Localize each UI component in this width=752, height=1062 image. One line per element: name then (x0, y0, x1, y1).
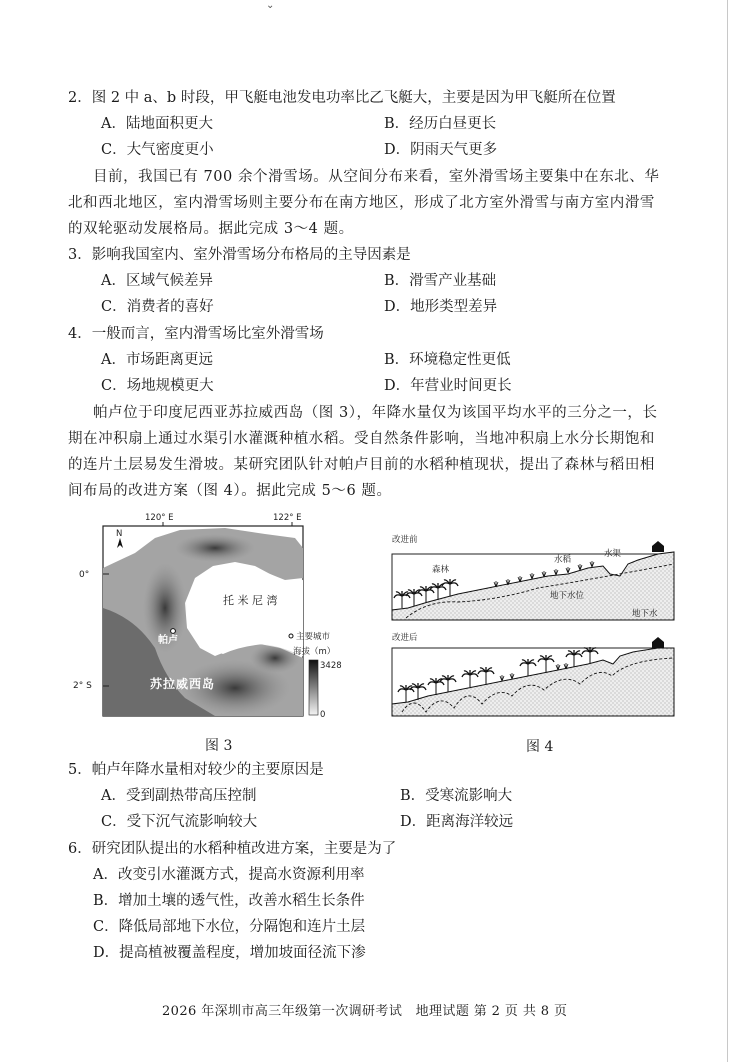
q5-option-c[interactable]: C．受下沉气流影响较大 (101, 814, 258, 830)
city-marker-icon (171, 629, 176, 634)
before-canal-label: 水渠 (604, 549, 622, 559)
q5-stem: 5．帕卢年降水量相对较少的主要原因是 (68, 762, 324, 778)
q3-option-b[interactable]: B．滑雪产业基础 (384, 273, 497, 289)
q6-option-b[interactable]: B．增加土壤的透气性，改善水稻生长条件 (93, 893, 365, 909)
q2-option-a[interactable]: A．陆地面积更大 (101, 116, 213, 132)
legend-elevation-title: 海拔（m） (293, 647, 336, 657)
q6-option-c[interactable]: C．降低局部地下水位，分隔饱和连片土层 (93, 919, 366, 935)
intro2-line-2: 期在冲积扇上通过水渠引水灌溉种植水稻。受自然条件影响，当地冲积扇上水分长期饱和 (68, 431, 655, 447)
before-rice-label: 水稻 (554, 555, 572, 565)
intro1-line-2: 北和西北地区，室内滑雪场则主要分布在南方地区，形成了北方室外滑雪与南方室内滑雪 (68, 195, 655, 211)
scan-line (727, 0, 728, 1062)
intro2-line-1: 帕卢位于印度尼西亚苏拉威西岛（图 3），年降水量仅为该国平均水平的三分之一，长 (93, 405, 658, 421)
q3-stem: 3．影响我国室内、室外滑雪场分布格局的主导因素是 (68, 247, 411, 263)
longitude-label-122: 122° E (273, 513, 302, 523)
legend-city-label: 主要城市 (296, 632, 331, 642)
intro2-line-4: 间布局的改进方案（图 4）。据此完成 5～6 题。 (68, 483, 392, 499)
latitude-label-0: 0° (79, 570, 90, 580)
page-footer: 2026 年深圳市高三年级第一次调研考试 地理试题 第 2 页 共 8 页 (162, 1004, 568, 1019)
top-mark: ⌄ (266, 0, 275, 11)
water-table-label: 地下水位 (550, 591, 585, 601)
q2-option-d[interactable]: D．阴雨天气更多 (384, 142, 498, 158)
figure-4-sections (388, 530, 678, 728)
q3-option-d[interactable]: D．地形类型差异 (384, 299, 498, 315)
groundwater-label: 地下水 (632, 609, 658, 619)
q5-option-b[interactable]: B．受寒流影响大 (400, 788, 513, 804)
intro1-line-1: 目前，我国已有 700 余个滑雪场。从空间分布来看，室外滑雪场主要集中在东北、华 (93, 169, 660, 185)
q4-option-b[interactable]: B．环境稳定性更低 (384, 352, 511, 368)
q5-option-a[interactable]: A．受到副热带高压控制 (101, 788, 257, 804)
q6-option-d[interactable]: D．提高植被覆盖程度，增加坡面径流下渗 (93, 945, 366, 961)
elevation-max: 3428 (320, 661, 342, 671)
q4-stem: 4．一般而言，室内滑雪场比室外滑雪场 (68, 326, 324, 342)
q4-option-c[interactable]: C．场地规模更大 (101, 378, 214, 394)
q2-option-c[interactable]: C．大气密度更小 (101, 142, 214, 158)
q6-option-a[interactable]: A．改变引水灌溉方式，提高水资源利用率 (93, 867, 365, 883)
q3-option-c[interactable]: C．消费者的喜好 (101, 299, 214, 315)
q2-option-b[interactable]: B．经历白昼更长 (384, 116, 497, 132)
legend-city-icon (289, 634, 293, 638)
after-label: 改进后 (392, 633, 418, 643)
q4-option-d[interactable]: D．年营业时间更长 (384, 378, 512, 394)
north-label: N (116, 529, 123, 539)
longitude-label-120: 120° E (145, 513, 174, 523)
intro2-line-3: 的连片土层易发生滑坡。某研究团队针对帕卢目前的水稻种植现状，提出了森林与稻田相 (68, 457, 655, 473)
latitude-label-2s: 2° S (73, 681, 92, 691)
q3-option-a[interactable]: A．区域气候差异 (101, 273, 213, 289)
island-label: 苏拉威西岛 (150, 677, 216, 691)
elevation-min: 0 (320, 710, 326, 720)
before-label: 改进前 (392, 535, 418, 545)
q6-stem: 6．研究团队提出的水稻种植改进方案，主要是为了 (68, 841, 397, 857)
before-forest-label: 森林 (432, 565, 450, 575)
q2-stem: 2．图 2 中 a、b 时段，甲飞艇电池发电功率比乙飞艇大，主要是因为甲飞艇所在位置 (68, 90, 616, 106)
q4-option-a[interactable]: A．市场距离更远 (101, 352, 213, 368)
bay-label: 托 米 尼 湾 (223, 594, 278, 607)
figure-3-caption: 图 3 (205, 738, 233, 754)
q5-option-d[interactable]: D．距离海洋较远 (400, 814, 514, 830)
figure-4-caption: 图 4 (526, 739, 554, 755)
city-label: 帕卢 (158, 635, 178, 646)
elevation-colorbar (309, 660, 318, 715)
intro1-line-3: 的双轮驱动发展格局。据此完成 3～4 题。 (68, 221, 354, 237)
figure-3-map (95, 508, 345, 726)
